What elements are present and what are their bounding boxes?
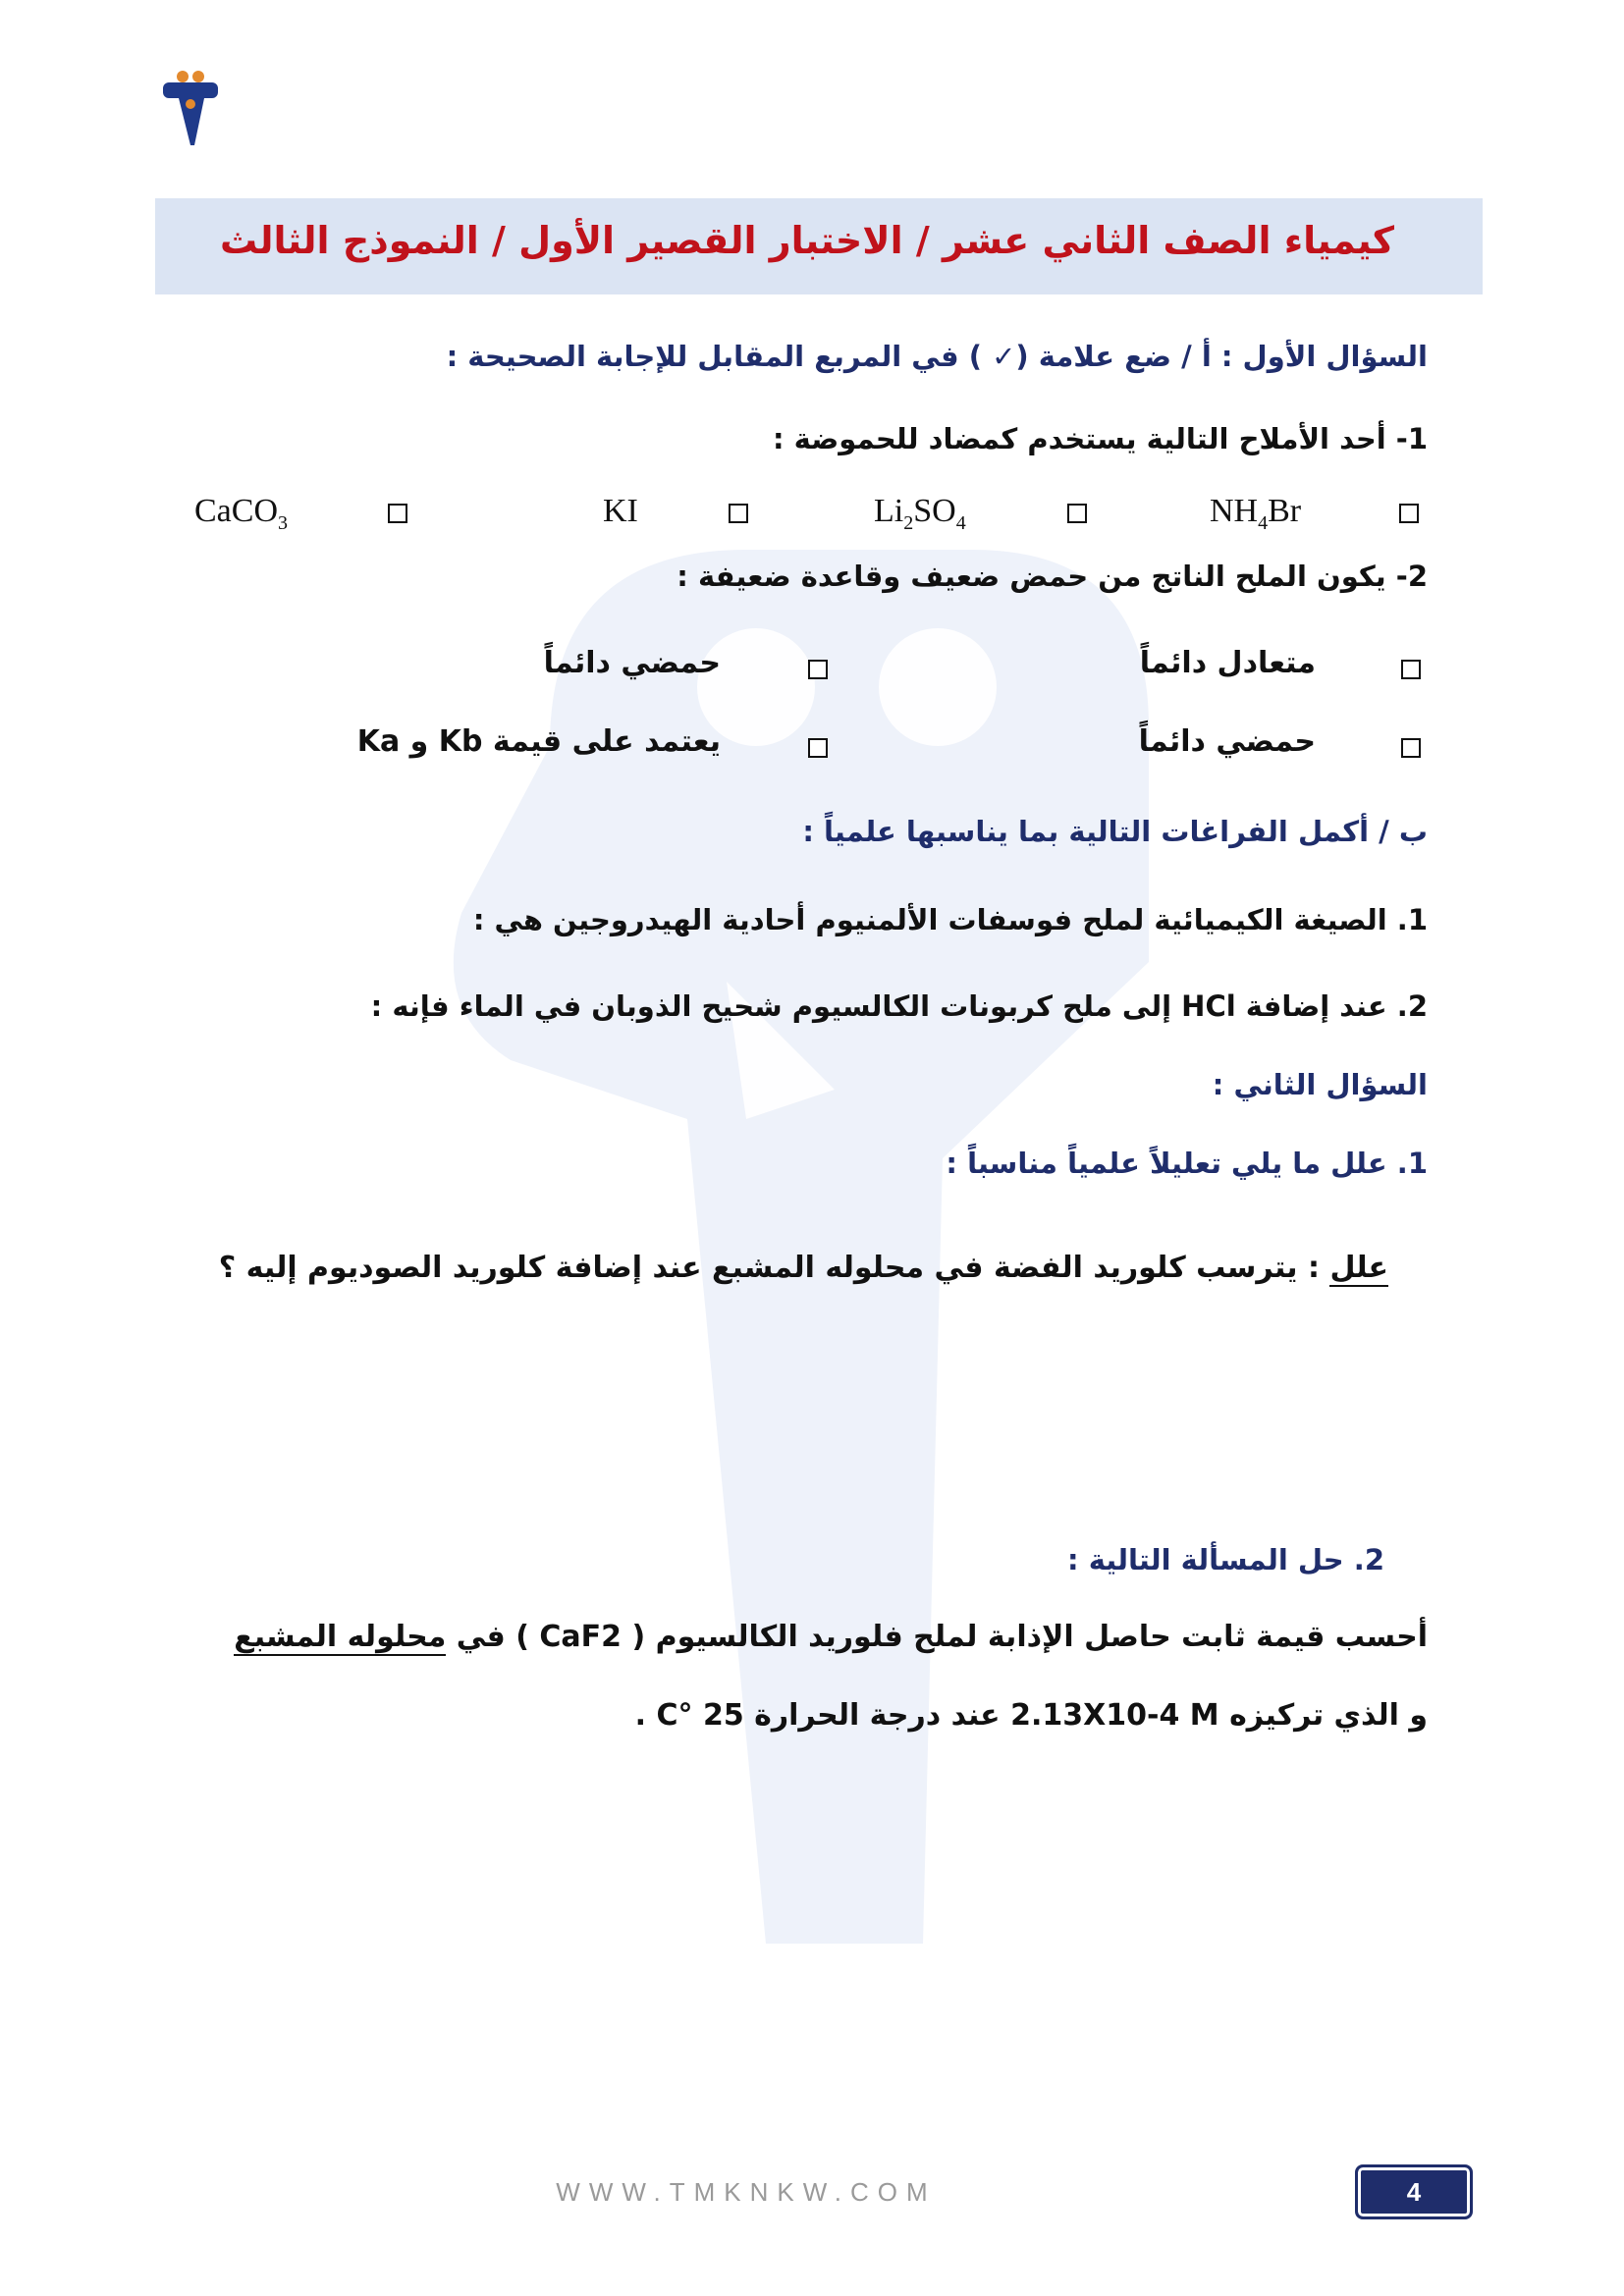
question-1-heading: السؤال الأول : أ / ضع علامة (✓ ) في المربع المقابل للإجابة الصحيحة : [446, 340, 1428, 373]
justify-statement [157, 1251, 1388, 1285]
problem-line-1 [187, 1620, 1428, 1654]
option-acidic-always-1: حمضي دائماً [543, 646, 721, 680]
option-neutral-always: متعادل دائماً [1139, 646, 1316, 680]
checkbox-option-depends[interactable] [808, 738, 828, 758]
checkbox-option-nh4br[interactable] [1399, 504, 1419, 523]
q2-item1-heading: 1. علل ما يلي تعليلاً علمياً مناسباً : [946, 1147, 1428, 1180]
q1-item1-stem: 1- أحد الأملاح التالية يستخدم كمضاد للحموضة : [772, 422, 1428, 455]
justify-label: علل [1329, 1251, 1388, 1285]
checkbox-option-acidic-1[interactable] [808, 660, 828, 679]
option-acidic-always-2: حمضي دائماً [1138, 724, 1316, 759]
option-li2so4: $Li_2SO_4$ [874, 493, 966, 534]
option-depends-ka-kb: يعتمد على قيمة Kb و Ka [356, 724, 721, 759]
page-number: 4 [1406, 2177, 1422, 2207]
page-title: كيمياء الصف الثاني عشر / الاختبار القصير الأول / النموذج الثالث [220, 219, 1394, 262]
option-caco3: CaCO$_3$ [194, 493, 288, 534]
question-2-heading: السؤال الثاني : [1212, 1068, 1428, 1101]
part-b-item-2: 2. عند إضافة HCl إلى ملح كربونات الكالسيوم شحيح الذوبان في الماء فإنه : [370, 989, 1428, 1023]
page-number-badge [1355, 2164, 1473, 2219]
justify-text: : يترسب كلوريد الفضة في محلوله المشبع عند إضافة كلوريد الصوديوم إليه ؟ [218, 1251, 1321, 1285]
option-ki: KI [603, 493, 638, 529]
logo-icon [161, 65, 220, 149]
option-nh4br: $NH_4Br$ [1210, 493, 1302, 534]
problem-line-1-text: أحسب قيمة ثابت حاصل الإذابة لملح فلوريد الكالسيوم ( CaF2 ) في [456, 1620, 1428, 1654]
part-b-item-1: 1. الصيغة الكيميائية لملح فوسفات الألمنيوم أحادية الهيدروجين هي : [472, 903, 1428, 936]
part-b-heading: ب / أكمل الفراغات التالية بما يناسبها علمياً : [802, 815, 1428, 848]
q2-item2-heading: 2. حل المسألة التالية : [1067, 1543, 1384, 1576]
checkbox-option-acidic-2[interactable] [1401, 738, 1421, 758]
footer-url: WWW.TMKNKW.COM [556, 2177, 937, 2207]
q1-item2-stem: 2- يكون الملح الناتج من حمض ضعيف وقاعدة ضعيفة : [677, 560, 1428, 593]
checkbox-option-caco3[interactable] [388, 504, 407, 523]
checkbox-option-neutral[interactable] [1401, 660, 1421, 679]
problem-line-2: و الذي تركيزه 2.13X10-4 M عند درجة الحرارة 25 °C . [634, 1698, 1428, 1733]
problem-line-1-underlined: محلوله المشبع [234, 1620, 447, 1654]
checkbox-option-ki[interactable] [729, 504, 748, 523]
checkbox-option-li2so4[interactable] [1067, 504, 1087, 523]
